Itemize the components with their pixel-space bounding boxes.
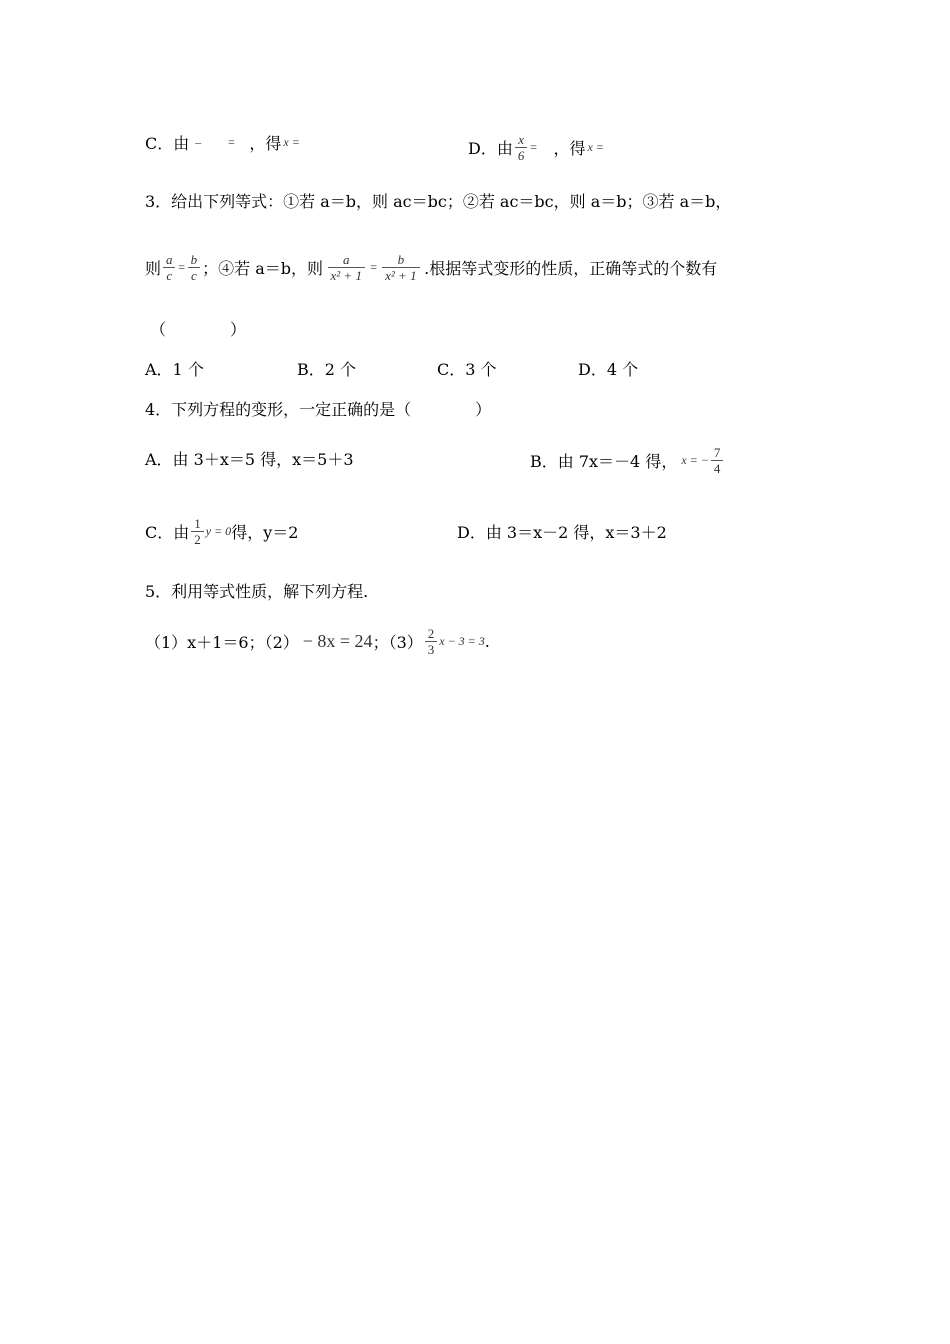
q3-f2-num: b	[190, 251, 198, 267]
q3-fraction-a-over-x2plus1	[325, 253, 368, 282]
q3-stem-line1	[145, 180, 731, 220]
q4-opt-b-den: 4	[711, 460, 724, 475]
q4-opt-a-text: A．由 3＋x＝5 得，x＝5＋3	[145, 449, 354, 469]
q4-opt-b-lhs: x = −	[681, 452, 709, 467]
q3-f3-den: x² + 1	[328, 267, 365, 282]
q3-eq-1: =	[177, 259, 186, 274]
q4-option-d	[457, 508, 667, 554]
q3-options	[145, 348, 638, 388]
q5-p3-math: x − 3 = 3	[439, 633, 485, 648]
q3-line1-text: 3．给出下列等式：①若 a＝b，则 ac＝bc；②若 ac＝bc，则 a＝b；③若 a＝b，	[145, 191, 732, 211]
q3-l2-suffix: .根据等式变形的性质，正确等式的个数有	[424, 258, 718, 278]
q4-opt-c-label: C．由	[145, 522, 190, 542]
q5-p1: （1）x＋1＝6；（2）	[145, 632, 299, 652]
q3-l2-prefix: 则	[145, 258, 162, 278]
q3-f4-num: b	[397, 251, 405, 267]
q4-opt-c-fraction	[191, 517, 204, 546]
q4-option-b	[530, 436, 725, 484]
q2-d-fraction	[515, 133, 528, 162]
q3-fraction-b-over-c	[188, 253, 201, 282]
q4-opt-b-num: 7	[713, 444, 721, 460]
q4-opt-c-den: 2	[191, 531, 204, 546]
q3-f1-num: a	[166, 251, 173, 267]
q3-option-c: C．3 个	[437, 359, 497, 379]
q4-opt-d-text: D．由 3＝x－2 得，x＝3＋2	[457, 522, 667, 542]
q4-opt-b-text: B．由 7x＝－4 得，	[530, 451, 678, 471]
q2-d-result: x =	[587, 139, 604, 154]
q4-option-a	[145, 438, 354, 478]
q4-opt-c-math: y = 0	[205, 523, 232, 538]
q5-parts	[145, 618, 490, 664]
q3-fraction-b-over-x2plus1	[380, 253, 423, 282]
q3-f1-den: c	[163, 267, 175, 282]
q5-p3-fraction	[425, 627, 438, 656]
q3-answer-parens	[150, 308, 246, 348]
q3-f2-den: c	[188, 267, 200, 282]
q3-option-d: D．4 个	[578, 359, 639, 379]
q3-f4-den: x² + 1	[382, 267, 419, 282]
q3-option-a: A．1 个	[145, 359, 204, 379]
q3-fraction-a-over-c	[163, 253, 176, 282]
q3-f3-num: a	[343, 251, 350, 267]
q2-c-result: x =	[283, 134, 300, 149]
q2-d-label: D．由	[468, 138, 513, 158]
q4-option-c	[145, 508, 298, 554]
q5-p3-den: 3	[425, 641, 438, 656]
q5-p2: ；（3）	[372, 632, 423, 652]
q2-d-eq: =	[529, 139, 538, 154]
q5-stem	[145, 570, 368, 610]
q4-stem-text: 4．下列方程的变形，一定正确的是（ ）	[145, 399, 492, 419]
q4-opt-c-num: 1	[194, 515, 201, 531]
q2-option-c	[145, 122, 300, 162]
q3-eq-2: =	[369, 259, 378, 274]
q5-p1-math: − 8x = 24	[302, 630, 373, 651]
q2-d-frac-num: x	[518, 131, 524, 147]
q5-p3-end: .	[484, 631, 490, 651]
q2-d-comma: ，得	[553, 138, 586, 158]
q4-opt-c-rest: 得，y＝2	[231, 522, 299, 542]
q2-c-label: C．由	[145, 133, 190, 153]
q2-c-math-a: –	[195, 134, 202, 149]
q2-c-math-eq: =	[227, 134, 236, 149]
q3-paren: （ ）	[150, 319, 247, 339]
q4-opt-b-fraction	[711, 446, 724, 475]
q5-stem-text: 5．利用等式性质，解下列方程.	[145, 581, 369, 601]
q2-d-frac-den: 6	[515, 147, 528, 162]
q5-p3-num: 2	[427, 625, 435, 641]
q3-l2-mid: ；④若 a＝b，则	[202, 258, 323, 278]
q4-stem	[145, 388, 491, 428]
q2-option-d	[468, 122, 604, 172]
q3-option-b: B．2 个	[297, 359, 357, 379]
q2-c-comma: ，得	[249, 133, 282, 153]
q3-stem-line2	[145, 244, 717, 290]
